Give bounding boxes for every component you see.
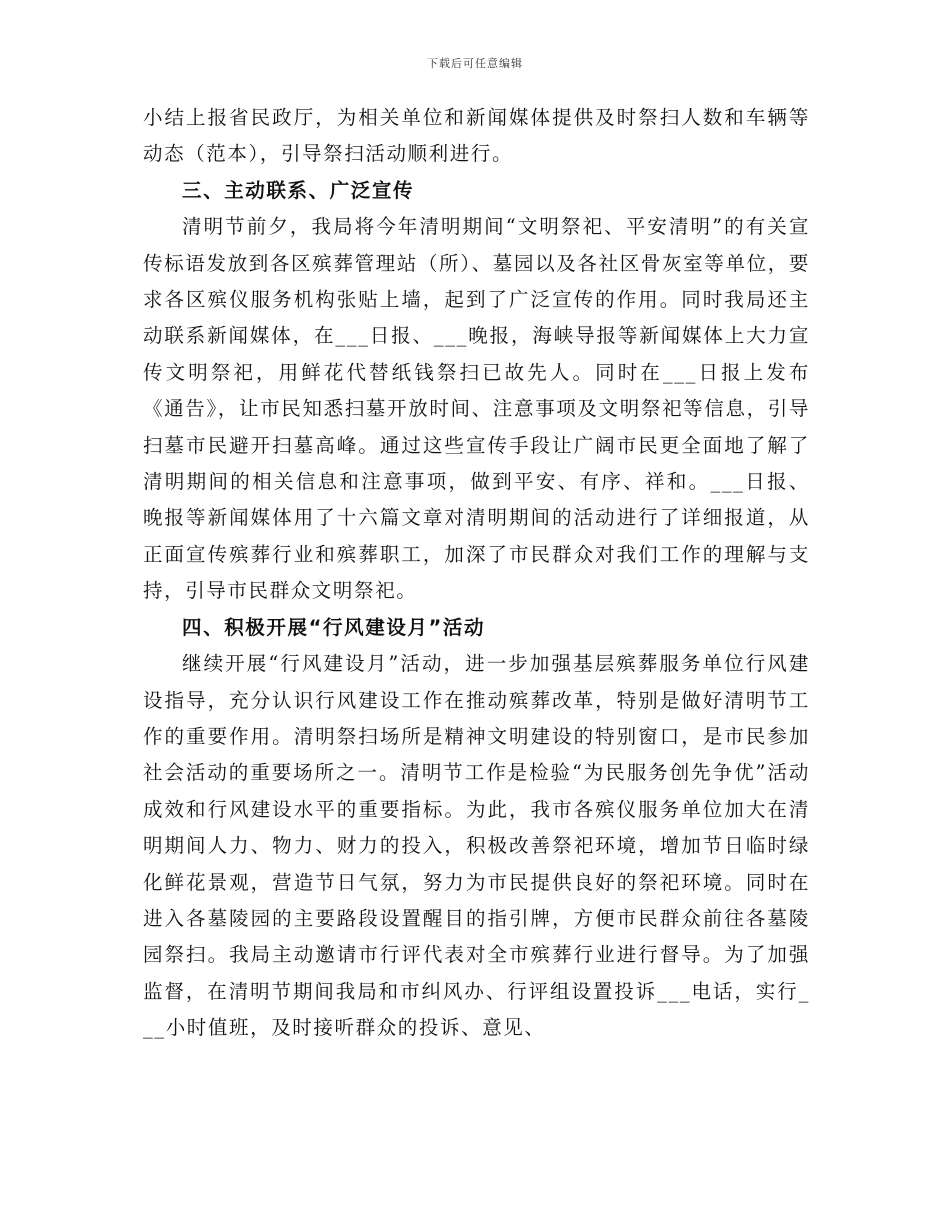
paragraph-continuation: 小结上报省民政厅，为相关单位和新闻媒体提供及时祭扫人数和车辆等动态（范本），引导祭扫活动顺利进行。 xyxy=(143,106,810,166)
section-heading-3: 三、主动联系、广泛宣传 xyxy=(182,178,415,202)
page-header-note: 下载后可任意编辑 xyxy=(427,57,523,70)
paragraph-conduct-month: 继续开展“行风建设月”活动，进一步加强基层殡葬服务单位行风建设指导，充分认识行风建设工作在推动殡葬改革，特别是做好清明节工作的重要作用。清明祭扫场所是精神文明建设的特别窗口，是市民参加社会活动的重要场所之一。清明节工作是检验“为民服务创先争优”活动成效和行风建设水平的重要指标。为此，我市各殡仪服务单位加大在清明期间人力、物力、财力的投入，积极改善祭祀环境，增加节日临时绿化鲜花景观，营造节日气氛，努力为市民提供良好的祭祀环境。同时在进入各墓陵园的主要路段设置醒目的指引牌，方便市民群众前往各墓陵园祭扫。我局主动邀请市行评代表对全市殡葬行业进行督导。为了加强监督，在清明节期间我局和市纠风办、行评组设置投诉___电话，实行___小时值班，及时接听群众的投诉、意见、 xyxy=(143,652,810,1040)
section-heading-4: 四、积极开展“行风建设月”活动 xyxy=(182,615,486,639)
paragraph-publicity: 清明节前夕，我局将今年清明期间“文明祭祀、平安清明”的有关宣传标语发放到各区殡葬管理站（所）、墓园以及各社区骨灰室等单位，要求各区殡仪服务机构张贴上墙，起到了广泛宣传的作用。同时我局还主动联系新闻媒体，在___日报、___晚报，海峡导报等新闻媒体上大力宣传文明祭祀，用鲜花代替纸钱祭扫已故先人。同时在___日报上发布《通告》，让市民知悉扫墓开放时间、注意事项及文明祭祀等信息，引导扫墓市民避开扫墓高峰。通过这些宣传手段让广阔市民更全面地了解了清明期间的相关信息和注意事项，做到平安、有序、祥和。___日报、晚报等新闻媒体用了十六篇文章对清明期间的活动进行了详细报道，从正面宣传殡葬行业和殡葬职工，加深了市民群众对我们工作的理解与支持，引导市民群众文明祭祀。 xyxy=(143,215,810,603)
document-body xyxy=(143,100,810,1047)
